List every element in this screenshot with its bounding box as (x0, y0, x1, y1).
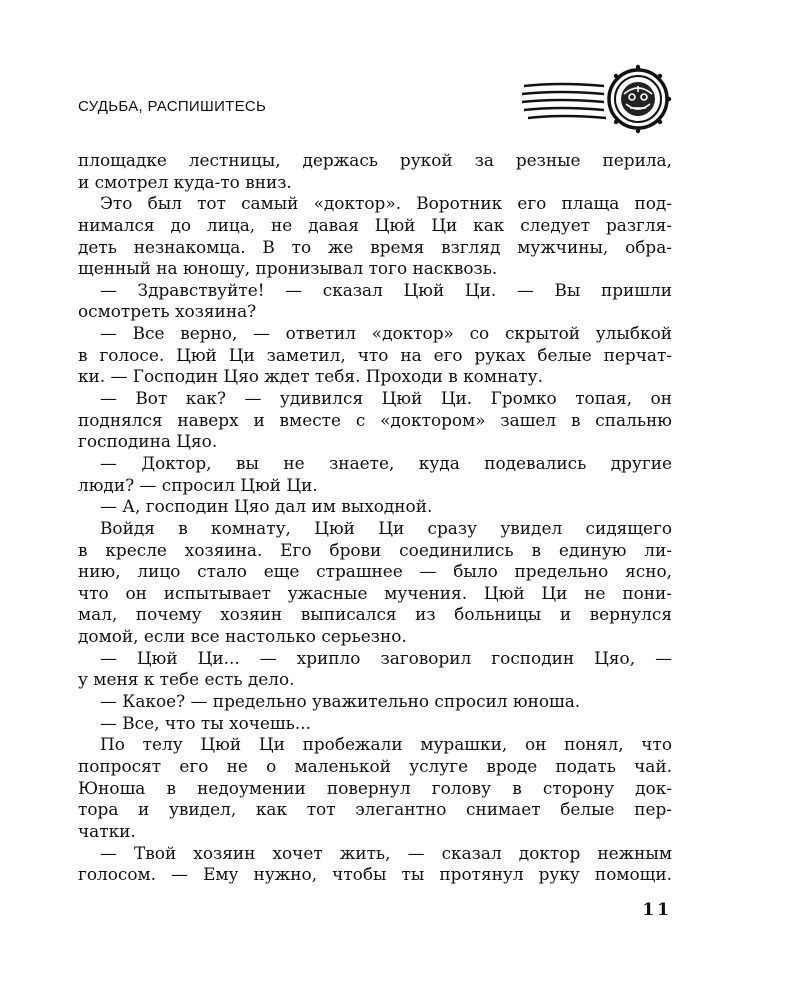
text-line: — Все, что ты хочешь... (100, 712, 311, 733)
main-text (78, 150, 672, 886)
text-line: что он испытывает ужасные мучения. Цюй Ци не пони- (78, 582, 672, 603)
text-line: — Здравствуйте! — сказал Цюй Ци. — Вы пришли (100, 279, 672, 300)
text-line: ки. — Господин Цяо ждет тебя. Проходи в комнату. (78, 366, 543, 387)
text-line: По телу Цюй Ци пробежали мурашки, он понял, что (100, 734, 672, 755)
text-line: у меня к тебе есть дело. (78, 669, 295, 690)
text-line: Это был тот самый «доктор». Воротник его плаща под- (100, 193, 672, 214)
text-line: осмотреть хозяина? (78, 301, 257, 322)
text-line: — Вот как? — удивился Цюй Ци. Громко топая, он (100, 388, 672, 409)
text-line: мал, почему хозяин выписался из больницы и вернулся (78, 604, 672, 625)
text-line: — Твой хозяин хочет жить, — сказал доктор нежным (100, 842, 672, 863)
text-line: площадке лестницы, держась рукой за резные перила, (78, 150, 672, 170)
text-line: Войдя в комнату, Цюй Ци сразу увидел сидящего (100, 517, 672, 538)
text-line: — Доктор, вы не знаете, куда подевались другие (100, 452, 672, 473)
text-line: тора и увидел, как тот элегантно снимает белые пер- (78, 799, 672, 820)
running-title: СУДЬБА, РАСПИШИТЕСЬ (78, 98, 267, 115)
text-line: чатки. (78, 820, 136, 841)
text-line: — А, господин Цяо дал им выходной. (100, 496, 433, 517)
text-line: и смотрел куда-то вниз. (78, 171, 292, 192)
text-line: — Какое? — предельно уважительно спросил юноша. (100, 691, 581, 712)
text-line: — Все верно, — ответил «доктор» со скрытой улыбкой (100, 323, 672, 344)
text-line: деть незнакомца. В то же время взгляд мужчины, обра- (78, 236, 672, 257)
decorative-emblem-icon (520, 64, 672, 134)
text-line: попросят его не о маленькой услуге вроде подать чай. (78, 755, 672, 776)
text-line: — Цюй Ци... — хрипло заговорил господин Цяо, — (100, 647, 672, 668)
text-line: поднялся наверх и вместе с «доктором» зашел в спальню (78, 409, 672, 430)
text-line: в голосе. Цюй Ци заметил, что на его руках белые перчат- (78, 344, 672, 365)
text-line: господина Цяо. (78, 431, 218, 452)
text-line: люди? — спросил Цюй Ци. (78, 474, 318, 495)
text-line: нимался до лица, не давая Цюй Ци как следует разгля- (78, 214, 672, 235)
text-line: домой, если все настолько серьезно. (78, 626, 407, 647)
text-line: щенный на юношу, пронизывал того насквозь. (78, 258, 498, 279)
text-line: нию, лицо стало еще страшнее — было предельно ясно, (78, 561, 672, 582)
text-line: в кресле хозяина. Его брови соединились в единую ли- (78, 539, 672, 560)
text-line: голосом. — Ему нужно, чтобы ты протянул руку помощи. (78, 864, 672, 885)
text-line: Юноша в недоумении повернул голову в сторону док- (78, 777, 672, 798)
page-number: 11 (642, 900, 672, 920)
